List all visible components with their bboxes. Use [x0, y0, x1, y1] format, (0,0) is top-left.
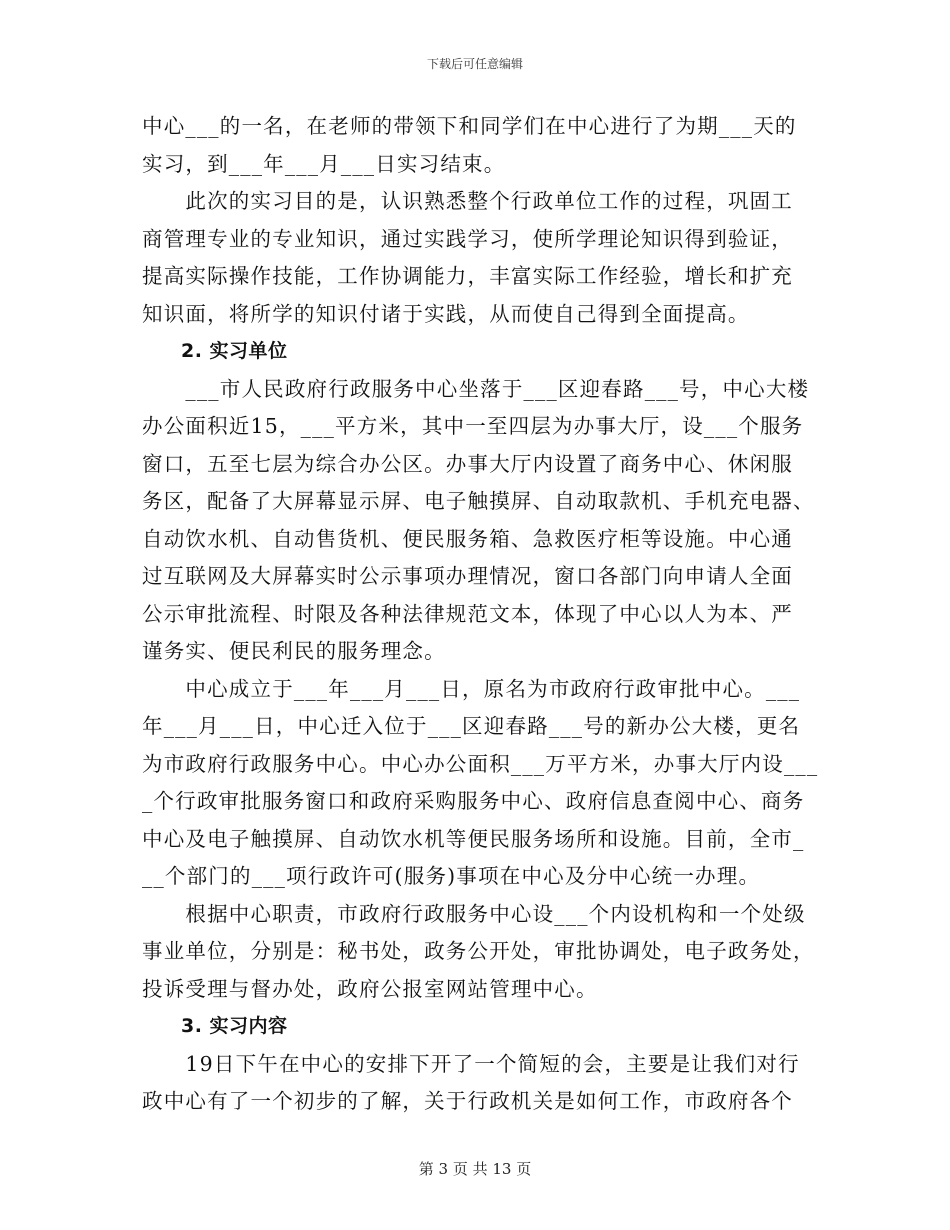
text-line: 根据中心职责，市政府行政服务中心设___个内设机构和一个处级 [142, 901, 806, 926]
page-footer: 第 3 页 共 13 页 [418, 1160, 532, 1178]
text-line: __个部门的___项行政许可(服务)事项在中心及分中心统一办理。 [142, 864, 761, 888]
text-line: _个行政审批服务窗口和政府采购服务中心、政府信息查阅中心、商务 [142, 789, 805, 813]
text-line: 事业单位，分别是：秘书处，政务公开处，审批协调处，电子政务处， [142, 939, 815, 963]
text-line: 中心及电子触摸屏、自动饮水机等便民服务场所和设施。目前，全市_ [142, 826, 805, 851]
text-line: 投诉受理与督办处，政府公报室网站管理中心。 [142, 976, 598, 1001]
text-line: 政中心有了一个初步的了解，关于行政机关是如何工作，市政府各个 [142, 1089, 793, 1113]
text-line: 中心成立于___年___月___日，原名为市政府行政审批中心。___ [142, 676, 801, 701]
text-line: 19日下午在中心的安排下开了一个简短的会，主要是让我们对行 [142, 1051, 800, 1076]
page-header: 下载后可任意编辑 [426, 57, 523, 71]
text-line: 年___月___日，中心迁入位于___区迎春路___号的新办公大楼，更名 [142, 714, 801, 738]
text-line: 窗口，五至七层为综合办公区。办事大厅内设置了商务中心、休闲服 [142, 451, 793, 476]
text-line: ___市人民政府行政服务中心坐落于___区迎春路___号，中心大楼 [142, 376, 810, 401]
text-line: 商管理专业的专业知识，通过实践学习，使所学理论知识得到验证， [142, 226, 793, 251]
text-line: 中心___的一名，在老师的带领下和同学们在中心进行了为期___天的 [142, 114, 797, 138]
text-line: 自动饮水机、自动售货机、便民服务箱、急救医疗柜等设施。中心通 [142, 526, 793, 551]
text-line: 为市政府行政服务中心。中心办公面积___万平方米，办事大厅内设___ [142, 751, 819, 776]
text-line: 公示审批流程、时限及各种法律规范文本，体现了中心以人为本、严 [142, 601, 793, 626]
text-line: 此次的实习目的是，认识熟悉整个行政单位工作的过程，巩固工 [142, 189, 793, 213]
document-body [142, 108, 819, 1121]
text-line: 过互联网及大屏幕实时公示事项办理情况，窗口各部门向申请人全面 [142, 564, 793, 588]
text-line: 办公面积近15，___平方米，其中一至四层为办事大厅，设___个服务 [142, 414, 804, 438]
section-heading: 2. 实习单位 [142, 340, 288, 362]
text-line: 实习，到___年___月___日实习结束。 [142, 151, 506, 176]
text-line: 知识面，将所学的知识付诸于实践，从而使自己得到全面提高。 [142, 301, 750, 326]
text-line: 谨务实、便民利民的服务理念。 [142, 639, 446, 663]
text-line: 提高实际操作技能，工作协调能力，丰富实际工作经验，增长和扩充 [142, 264, 793, 288]
text-line: 务区，配备了大屏幕显示屏、电子触摸屏、自动取款机、手机充电器、 [142, 489, 815, 513]
section-heading: 3. 实习内容 [142, 1015, 288, 1037]
